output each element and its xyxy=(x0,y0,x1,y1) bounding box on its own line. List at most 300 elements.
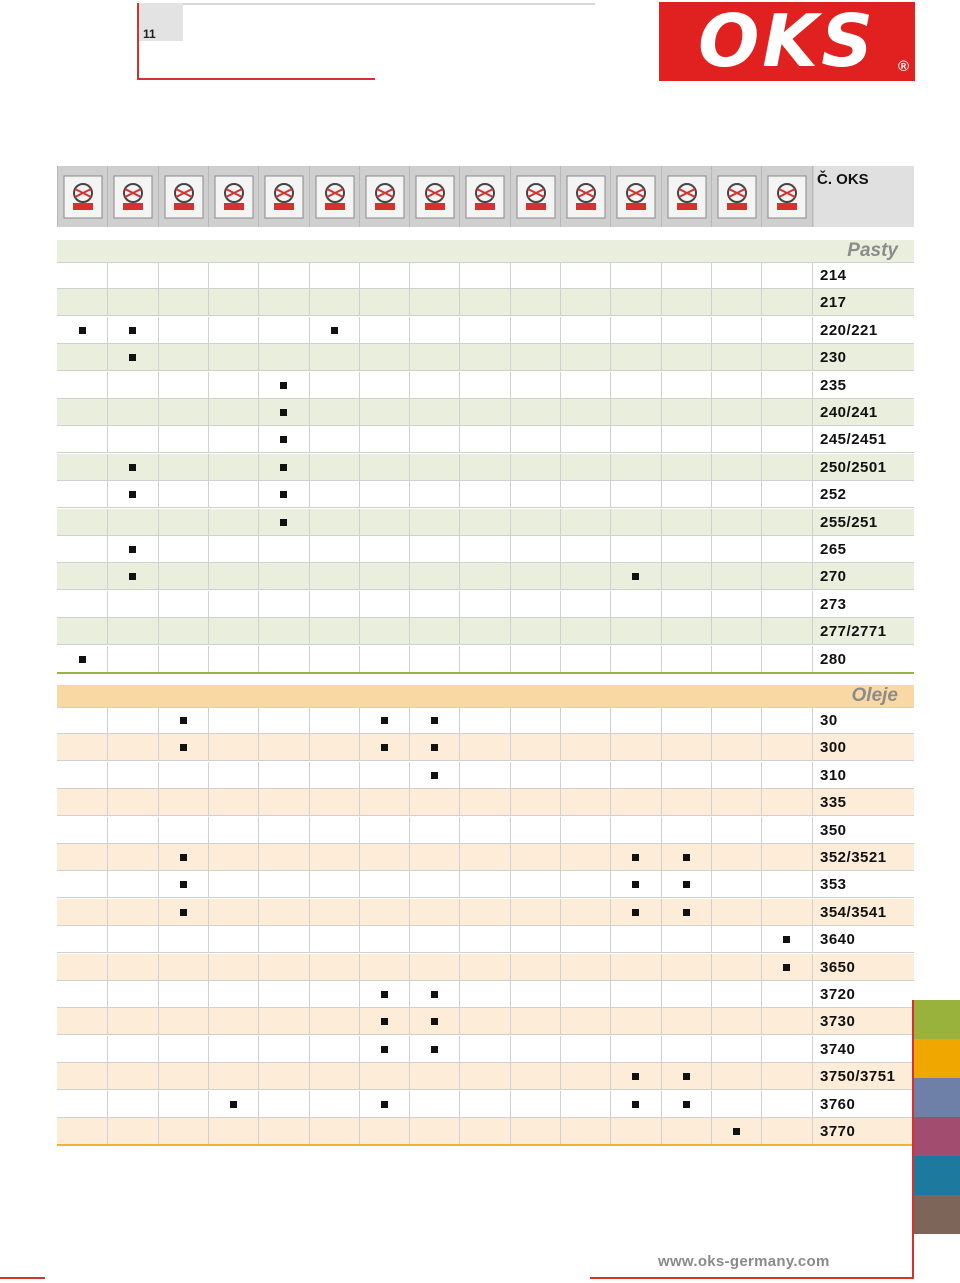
column-divider xyxy=(459,762,460,788)
column-divider xyxy=(107,262,108,288)
column-divider xyxy=(309,981,310,1007)
column-divider xyxy=(459,789,460,815)
column-divider xyxy=(459,317,460,343)
column-divider xyxy=(711,262,712,288)
column-divider xyxy=(761,1063,762,1089)
column-divider xyxy=(661,399,662,425)
column-divider xyxy=(510,1091,511,1117)
column-divider xyxy=(359,817,360,843)
column-divider xyxy=(409,372,410,398)
table-row xyxy=(57,926,914,953)
suitability-mark xyxy=(79,656,86,663)
header-frame-bottom xyxy=(137,78,375,80)
column-divider xyxy=(711,707,712,733)
column-divider xyxy=(107,899,108,925)
column-divider xyxy=(812,734,813,760)
column-divider xyxy=(158,1091,159,1117)
column-header-oks-number: Č. OKS xyxy=(817,171,869,188)
suitability-mark xyxy=(280,491,287,498)
column-divider xyxy=(208,536,209,562)
column-divider xyxy=(158,1036,159,1062)
column-divider xyxy=(761,844,762,870)
product-number: 3770 xyxy=(820,1123,856,1140)
column-divider xyxy=(610,454,611,480)
column-divider xyxy=(208,1063,209,1089)
column-divider xyxy=(812,399,813,425)
product-number: 3760 xyxy=(820,1095,856,1113)
column-divider xyxy=(812,789,813,815)
column-divider xyxy=(761,734,762,760)
column-divider xyxy=(409,591,410,617)
column-divider xyxy=(309,591,310,617)
column-divider xyxy=(812,954,813,980)
column-divider xyxy=(560,481,561,507)
column-divider xyxy=(258,1091,259,1117)
column-divider xyxy=(359,926,360,952)
column-divider xyxy=(258,646,259,672)
column-divider xyxy=(459,734,460,760)
spindle-icon xyxy=(107,166,157,227)
column-divider xyxy=(309,762,310,788)
column-divider xyxy=(459,871,460,897)
column-divider xyxy=(711,954,712,980)
column-divider xyxy=(661,426,662,452)
hinge-icon xyxy=(661,166,711,227)
column-divider xyxy=(359,899,360,925)
column-divider xyxy=(711,372,712,398)
column-divider xyxy=(107,734,108,760)
table-row xyxy=(57,1063,914,1090)
column-divider xyxy=(661,789,662,815)
column-divider xyxy=(459,618,460,644)
column-divider xyxy=(761,817,762,843)
column-divider xyxy=(610,646,611,672)
column-divider xyxy=(107,817,108,843)
column-divider xyxy=(761,454,762,480)
column-divider xyxy=(761,762,762,788)
column-divider xyxy=(359,454,360,480)
column-divider xyxy=(158,734,159,760)
chapter-tabs xyxy=(914,1000,960,1234)
column-divider xyxy=(510,1008,511,1034)
product-number: 310 xyxy=(820,766,847,784)
column-divider xyxy=(409,1063,410,1089)
worm-gear-icon xyxy=(459,166,509,227)
column-divider xyxy=(661,1091,662,1117)
suitability-mark xyxy=(431,717,438,724)
suitability-mark xyxy=(230,1101,237,1108)
column-divider xyxy=(459,454,460,480)
column-divider xyxy=(309,536,310,562)
column-divider xyxy=(258,618,259,644)
chapter-tab[interactable] xyxy=(914,1156,960,1195)
column-divider xyxy=(409,344,410,370)
column-divider xyxy=(661,707,662,733)
suitability-mark xyxy=(381,1046,388,1053)
column-divider xyxy=(208,899,209,925)
column-divider xyxy=(258,899,259,925)
column-divider xyxy=(812,509,813,535)
column-divider xyxy=(158,262,159,288)
column-divider xyxy=(761,262,762,288)
column-divider xyxy=(610,871,611,897)
column-divider xyxy=(107,954,108,980)
column-divider xyxy=(158,344,159,370)
suitability-mark xyxy=(129,573,136,580)
product-number: 214 xyxy=(820,267,847,284)
table-row xyxy=(57,734,914,761)
table-row xyxy=(57,1118,914,1145)
column-divider xyxy=(510,762,511,788)
column-divider xyxy=(359,844,360,870)
table-row xyxy=(57,817,914,844)
column-divider xyxy=(761,481,762,507)
column-divider xyxy=(409,289,410,315)
column-divider xyxy=(359,563,360,589)
column-divider xyxy=(309,481,310,507)
chapter-tab[interactable] xyxy=(914,1078,960,1117)
column-divider xyxy=(208,1091,209,1117)
column-divider xyxy=(409,1091,410,1117)
product-number: 3650 xyxy=(820,958,856,976)
column-divider xyxy=(258,399,259,425)
column-divider xyxy=(812,344,813,370)
column-divider xyxy=(409,954,410,980)
section-header xyxy=(57,240,914,263)
column-divider xyxy=(208,844,209,870)
column-divider xyxy=(258,844,259,870)
column-divider xyxy=(610,844,611,870)
suitability-mark xyxy=(180,744,187,751)
column-divider xyxy=(208,1008,209,1034)
column-divider xyxy=(711,1036,712,1062)
spur-gear-icon xyxy=(359,166,409,227)
section-label: Oleje xyxy=(851,685,898,706)
column-divider xyxy=(309,289,310,315)
column-divider xyxy=(309,426,310,452)
column-divider xyxy=(761,536,762,562)
suitability-mark xyxy=(381,717,388,724)
column-divider xyxy=(309,954,310,980)
column-divider xyxy=(409,734,410,760)
suitability-mark xyxy=(180,881,187,888)
column-divider xyxy=(409,817,410,843)
product-number: 270 xyxy=(820,568,847,586)
column-divider xyxy=(510,844,511,870)
table-row xyxy=(57,954,914,981)
column-divider xyxy=(258,426,259,452)
product-number: 3730 xyxy=(820,1013,856,1031)
table-row xyxy=(57,762,914,789)
column-divider xyxy=(208,344,209,370)
column-divider xyxy=(409,707,410,733)
gear-wheels-icon xyxy=(309,166,359,227)
column-divider xyxy=(107,481,108,507)
column-divider xyxy=(309,1063,310,1089)
column-divider xyxy=(158,926,159,952)
column-divider xyxy=(661,591,662,617)
product-number: 230 xyxy=(820,349,847,367)
column-divider xyxy=(359,734,360,760)
column-divider xyxy=(510,563,511,589)
column-divider xyxy=(208,454,209,480)
column-divider xyxy=(359,981,360,1007)
column-divider xyxy=(359,618,360,644)
column-divider xyxy=(610,789,611,815)
column-divider xyxy=(409,981,410,1007)
column-divider xyxy=(359,372,360,398)
column-divider xyxy=(359,289,360,315)
suitability-mark xyxy=(632,854,639,861)
column-divider xyxy=(610,817,611,843)
suitability-mark xyxy=(180,717,187,724)
column-divider xyxy=(510,817,511,843)
column-divider xyxy=(711,1063,712,1089)
column-divider xyxy=(459,1118,460,1144)
column-divider xyxy=(610,536,611,562)
column-divider xyxy=(610,563,611,589)
column-divider xyxy=(258,289,259,315)
column-divider xyxy=(761,399,762,425)
column-divider xyxy=(610,1091,611,1117)
column-divider xyxy=(560,372,561,398)
column-divider xyxy=(107,707,108,733)
column-divider xyxy=(610,289,611,315)
column-divider xyxy=(560,1008,561,1034)
column-divider xyxy=(711,563,712,589)
column-divider xyxy=(510,789,511,815)
footer-rule-right xyxy=(590,1277,914,1279)
column-divider xyxy=(258,871,259,897)
suitability-mark xyxy=(733,1128,740,1135)
column-divider xyxy=(359,481,360,507)
column-divider xyxy=(560,926,561,952)
column-divider xyxy=(107,509,108,535)
column-divider xyxy=(711,426,712,452)
column-divider xyxy=(409,454,410,480)
column-divider xyxy=(258,1063,259,1089)
column-divider xyxy=(258,372,259,398)
suitability-mark xyxy=(381,744,388,751)
column-divider xyxy=(510,1118,511,1144)
column-divider xyxy=(158,481,159,507)
column-divider xyxy=(560,899,561,925)
column-divider xyxy=(158,871,159,897)
gearbox-icon xyxy=(409,166,459,227)
column-divider xyxy=(610,509,611,535)
column-divider xyxy=(158,789,159,815)
column-divider xyxy=(661,926,662,952)
column-divider xyxy=(510,372,511,398)
suitability-mark xyxy=(180,854,187,861)
column-divider xyxy=(107,926,108,952)
column-divider xyxy=(158,399,159,425)
column-divider xyxy=(208,317,209,343)
column-divider xyxy=(409,926,410,952)
column-divider xyxy=(459,289,460,315)
column-divider xyxy=(560,646,561,672)
chapter-tab[interactable] xyxy=(914,1039,960,1078)
product-number: 352/3521 xyxy=(820,849,887,866)
column-divider xyxy=(711,591,712,617)
column-divider xyxy=(761,1091,762,1117)
suitability-mark xyxy=(431,991,438,998)
column-divider xyxy=(610,734,611,760)
column-divider xyxy=(812,1036,813,1062)
column-divider xyxy=(208,981,209,1007)
column-divider xyxy=(409,536,410,562)
column-divider xyxy=(711,844,712,870)
column-divider xyxy=(258,536,259,562)
column-divider xyxy=(560,981,561,1007)
column-divider xyxy=(309,817,310,843)
column-divider xyxy=(812,454,813,480)
suitability-mark xyxy=(180,909,187,916)
logo-text: OKS xyxy=(698,0,876,83)
column-divider xyxy=(208,618,209,644)
suitability-mark xyxy=(129,327,136,334)
column-divider xyxy=(258,789,259,815)
suitability-mark xyxy=(280,464,287,471)
column-divider xyxy=(459,591,460,617)
column-divider xyxy=(761,899,762,925)
column-divider xyxy=(158,372,159,398)
column-divider xyxy=(510,1036,511,1062)
column-divider xyxy=(258,454,259,480)
table-row xyxy=(57,344,914,371)
column-divider xyxy=(258,1118,259,1144)
column-divider xyxy=(158,899,159,925)
column-divider xyxy=(711,981,712,1007)
column-divider xyxy=(661,618,662,644)
column-divider xyxy=(258,954,259,980)
column-divider xyxy=(560,707,561,733)
column-divider xyxy=(560,817,561,843)
product-number: 30 xyxy=(820,712,838,729)
table-row xyxy=(57,618,914,645)
suitability-mark xyxy=(683,1073,690,1080)
suitability-mark xyxy=(632,909,639,916)
column-divider xyxy=(661,1063,662,1089)
column-divider xyxy=(107,426,108,452)
product-number: 280 xyxy=(820,650,847,668)
column-divider xyxy=(309,399,310,425)
column-divider xyxy=(711,317,712,343)
column-divider xyxy=(208,817,209,843)
suitability-mark xyxy=(783,964,790,971)
column-divider xyxy=(309,926,310,952)
column-divider xyxy=(309,1008,310,1034)
table-row xyxy=(57,426,914,453)
column-divider xyxy=(359,789,360,815)
column-divider xyxy=(812,563,813,589)
header-frame-left xyxy=(137,3,139,79)
column-divider xyxy=(208,509,209,535)
column-divider xyxy=(560,317,561,343)
column-divider xyxy=(761,1118,762,1144)
column-divider xyxy=(208,871,209,897)
column-divider xyxy=(661,454,662,480)
column-divider xyxy=(309,646,310,672)
column-divider xyxy=(761,1008,762,1034)
column-divider xyxy=(258,563,259,589)
column-divider xyxy=(309,844,310,870)
chapter-tab[interactable] xyxy=(914,1117,960,1156)
product-number: 265 xyxy=(820,541,847,558)
column-divider xyxy=(409,481,410,507)
suitability-mark xyxy=(381,991,388,998)
suitability-mark xyxy=(683,881,690,888)
column-divider xyxy=(107,844,108,870)
column-divider xyxy=(560,844,561,870)
suitability-mark xyxy=(431,1046,438,1053)
column-divider xyxy=(761,426,762,452)
column-divider xyxy=(812,1008,813,1034)
product-number: 273 xyxy=(820,595,847,613)
column-divider xyxy=(560,344,561,370)
column-divider xyxy=(258,734,259,760)
column-divider xyxy=(761,509,762,535)
table-row xyxy=(57,1091,914,1118)
column-divider xyxy=(761,563,762,589)
column-divider xyxy=(359,871,360,897)
suitability-mark xyxy=(783,936,790,943)
column-divider xyxy=(560,563,561,589)
column-divider xyxy=(409,426,410,452)
column-divider xyxy=(208,954,209,980)
column-divider xyxy=(359,1036,360,1062)
column-divider xyxy=(158,454,159,480)
column-divider xyxy=(409,509,410,535)
column-divider xyxy=(661,344,662,370)
suitability-mark xyxy=(431,772,438,779)
column-divider xyxy=(610,926,611,952)
chapter-tab[interactable] xyxy=(914,1000,960,1039)
column-divider xyxy=(711,1118,712,1144)
column-divider xyxy=(409,844,410,870)
column-divider xyxy=(309,317,310,343)
column-divider xyxy=(158,844,159,870)
table-row xyxy=(57,707,914,734)
brush-contacts-icon xyxy=(510,166,560,227)
suitability-mark xyxy=(381,1101,388,1108)
column-divider xyxy=(761,926,762,952)
column-divider xyxy=(610,344,611,370)
suitability-mark xyxy=(632,1073,639,1080)
chapter-tab[interactable] xyxy=(914,1195,960,1234)
application-icon-strip xyxy=(57,166,814,227)
column-divider xyxy=(107,454,108,480)
column-divider xyxy=(560,454,561,480)
table-row xyxy=(57,789,914,816)
column-divider xyxy=(661,646,662,672)
column-divider xyxy=(258,1008,259,1034)
column-divider xyxy=(812,844,813,870)
column-divider xyxy=(560,1063,561,1089)
table-row xyxy=(57,317,914,344)
column-divider xyxy=(510,734,511,760)
column-divider xyxy=(208,762,209,788)
column-divider xyxy=(107,789,108,815)
column-divider xyxy=(711,646,712,672)
column-divider xyxy=(560,536,561,562)
column-divider xyxy=(107,646,108,672)
suitability-mark xyxy=(280,519,287,526)
column-divider xyxy=(560,399,561,425)
suitability-mark xyxy=(331,327,338,334)
column-divider xyxy=(711,289,712,315)
column-divider xyxy=(560,509,561,535)
